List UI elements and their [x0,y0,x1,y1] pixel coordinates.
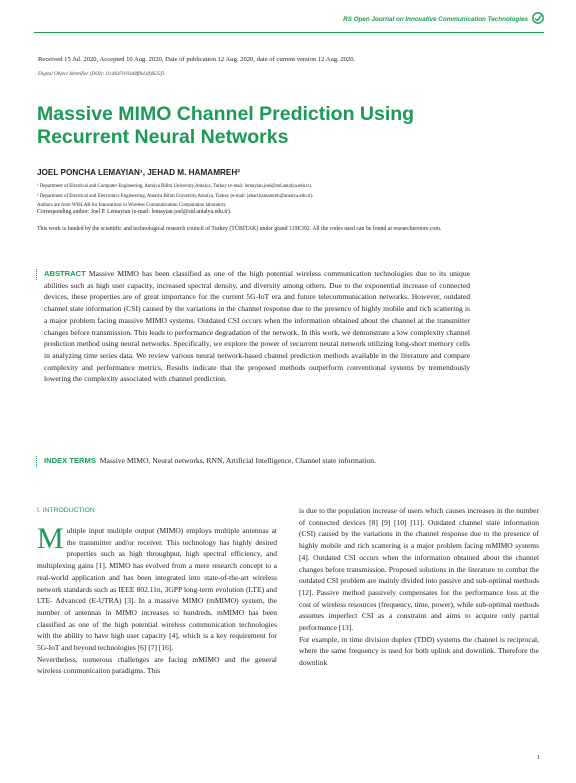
received-dates: Received 15 Jul. 2020, Accepted 10 Aug. 2020, Date of publication 12 Aug. 2020, date of current version 12 Aug. 2020. [38,56,356,63]
intro-paragraph-1-text: ultiple input multiple output (MIMO) employs multiple antennas at the transmitter and/or receiver. This technology has highly desired properties such as high throughput, high spectral efficiency, and multiplexing gains [1]. MIMO has evolved from a mere research concept to a real-world application and has been integrated into state-of-the-art wireless network standards such as IEEE 802.11n, 3GPP long-term evolution (LTE) and LTE- Advanced (E-UTRA) [3]. In a massive MIMO (mMIMO) system, the number of antennas in MIMO increases to hundreds. mMIMO has been classified as one of the high potential wireless communication technologies with the ability to have high user capacity [4], which is a key requirement for 5G-IoT and beyond technologies [6] [7] [16]. [37,526,277,653]
abstract-marker [36,269,39,280]
paper-title: Massive MIMO Channel Prediction Using Recurrent Neural Networks [37,103,415,148]
affiliations [37,182,537,211]
abstract-label: ABSTRACT [44,269,86,278]
header-rule [34,32,544,33]
page-number: 1 [536,754,540,761]
journal-logo-icon [532,12,544,24]
journal-name: RS Open Journal on Innovative Communication Technologies [343,16,528,23]
abstract-text: Massive MIMO has been classified as one of the high potential wireless communication technologies due to its unique abilities such as high user capacity, increased spectral density, and diversity among others. Due to the exponential increase of connected devices, these properties are of great importance for the current 5G-IoT era and future telecommunication networks. However, outdated channel state information (CSI) caused by the variations in the channel response due to the presence of highly mobile and rich scattering is a major problem facing massive MIMO systems. Outdated CSI occurs when the information obtained about the channel at the transmitter changes before transmission. This leads to performance degradation of the network. In this work, we demonstrate a low complexity channel prediction method using neural networks. Specifically, we explore the power of recurrent neural network utilizing long-short memory cells in analyzing time series data. We review various neural network-based channel prediction methods available in the literature and compare complexity and performance metrics. Results indicate that the proposed methods outperform conventional systems by tremendously lowering the complexity associated with channel prediction. [44,269,470,384]
affiliation-1: ¹ Department of Electrical and Computer Engineering, Antalya Bilim University,Antalya, Turkey (e-mail: lemayian.joel@std.antalya.edu.tr). [37,184,313,189]
corresponding-author: Corresponding author: Joel P. Lemayian (e-mail: lemayian.joel@std.antalya.edu.tr). [37,209,232,215]
intro-paragraph-1 [37,522,277,654]
index-terms-text: Massive MIMO, Neural networks, RNN, Artificial Intelligence, Channel state information. [99,456,376,465]
affiliation-2: ² Department of Electrical and Electronics Engineering, Antalya Bilim University,Antalya, Turkey (e-mail: jehad.hamamreh@antalya.edu.tr). [37,193,314,199]
section-heading: I. INTRODUCTION [37,507,95,514]
index-terms-marker [36,456,39,467]
column-right [299,505,539,669]
column-left [37,522,277,677]
drop-cap: M [37,522,64,555]
index-terms-label: INDEX TERMS [44,456,96,465]
intro-paragraph-2: Nevertheless, numerous challenges are facing mMIMO and the general wireless communication paradigms. This [37,654,277,676]
doi: Digital Object Identifier (DOI): 10.46470/03d8ffbd.8f4625f3 [38,71,165,77]
intro-paragraph-3: is due to the population increase of users which causes increases in the number of connected devices [8] [9] [10] [11]. Outdated channel state information (CSI) caused by the variations in the channel response due to the presence of highly mobile and rich scattering is a major problem facing mMIMO systems [4]. Outdated CSI occurs when the information obtained about the channel changes before transmission. Proposed solutions in the literature to combat the outdated CSI problem are mainly divided into passive and sub-optimal methods [12]. Passive method passively compensates for the performance loss at the cost of wireless resources (frequency, time, power), while sub-optimal methods assumes imperfect CSI as a constraint and aims to acquire only partial performance [13]. [299,506,539,633]
intro-paragraph-4: For example, in time division duplex (TDD) systems the channel is reciprocal, where the same frequency is used for both uplink and downlink. Therefore the downlink [299,634,539,668]
funding-note: This work is funded by the scientific and technological research council of Turkey (TÜBİTAK) under grand 119E392. All the codes used can be found at researcherstore.com. [37,226,442,232]
abstract [44,268,470,385]
affiliation-3: Authors are from WISLAB for Innovations in Wireless Communication Computation laboratory. [37,203,227,208]
authors: JOEL PONCHA LEMAYIAN¹, JEHAD M. HAMAMREH² [37,168,241,177]
index-terms [44,455,470,467]
